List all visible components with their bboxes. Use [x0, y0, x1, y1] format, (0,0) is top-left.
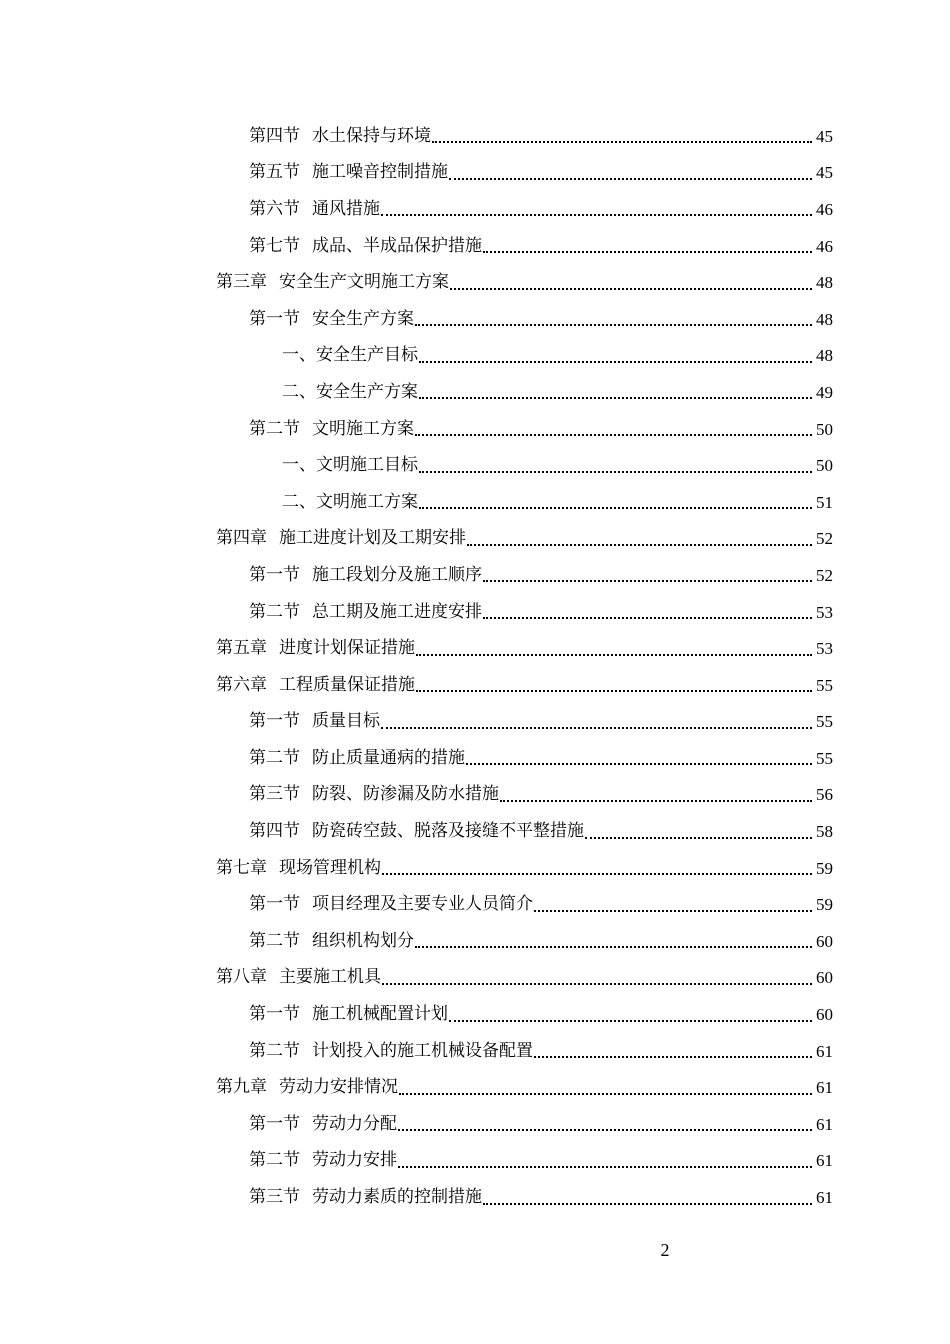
- toc-entry[interactable]: [0, 996, 833, 1033]
- toc-entry[interactable]: [0, 557, 833, 594]
- toc-entry[interactable]: [0, 813, 833, 850]
- toc-entry[interactable]: [0, 301, 833, 338]
- toc-entry-title: 二、文明施工方案: [282, 491, 418, 512]
- toc-entry-page: 60: [816, 931, 833, 951]
- toc-entry[interactable]: [0, 886, 833, 923]
- toc-entry-number: 第四节: [249, 125, 300, 146]
- toc-entry-page: 46: [816, 236, 833, 256]
- toc-entry[interactable]: [0, 704, 833, 741]
- toc-entry-page: 46: [816, 199, 833, 219]
- toc-entry-leader: [416, 634, 812, 656]
- toc-entry-heading: [249, 564, 482, 585]
- toc-entry[interactable]: [0, 1106, 833, 1143]
- toc-entry-heading: [249, 786, 499, 803]
- toc-entry-number: 第七章: [216, 857, 267, 878]
- toc-entry[interactable]: [0, 338, 833, 375]
- toc-entry[interactable]: [0, 411, 833, 448]
- toc-entry-leader: [500, 780, 812, 802]
- toc-entry[interactable]: [0, 1033, 833, 1070]
- toc-entry-leader: [534, 890, 812, 912]
- toc-entry-title: 施工进度计划及工期安排: [279, 528, 466, 549]
- toc-entry-heading: [216, 640, 415, 657]
- toc-entry-page: 61: [816, 1078, 833, 1098]
- toc-entry-leader: [419, 341, 812, 363]
- toc-entry-number: 第八章: [216, 967, 267, 988]
- toc-entry-heading: [216, 857, 381, 878]
- toc-entry-leader: [483, 560, 812, 582]
- toc-entry-heading: [249, 164, 448, 181]
- toc-entry-heading: [249, 235, 482, 256]
- toc-entry-leader: [419, 487, 812, 509]
- toc-entry-number: 第四节: [249, 821, 300, 842]
- toc-entry-leader: [416, 670, 812, 692]
- toc-entry-leader: [381, 194, 812, 216]
- toc-entry-title: 水土保持与环境: [312, 125, 431, 146]
- toc-entry-number: 第一节: [249, 711, 300, 732]
- toc-entry-title: 劳动力素质的控制措施: [312, 1187, 482, 1208]
- toc-entry-leader: [382, 853, 812, 875]
- toc-entry-number: 第六节: [249, 198, 300, 219]
- toc-entry-page: 58: [816, 822, 833, 842]
- toc-entry-page: 45: [816, 126, 833, 146]
- toc-entry[interactable]: [0, 155, 833, 192]
- toc-entry-page: 61: [816, 1188, 833, 1208]
- toc-entry-number: 第三章: [216, 272, 267, 293]
- toc-entry-leader: [483, 231, 812, 253]
- toc-entry[interactable]: [0, 1179, 833, 1216]
- toc-entry-leader: [415, 926, 812, 948]
- toc-entry-heading: [216, 674, 415, 695]
- toc-entry-leader: [449, 158, 812, 180]
- toc-entry-title: 防止质量通病的措施: [312, 747, 465, 768]
- toc-entry-title: 主要施工机具: [279, 967, 381, 988]
- toc-entry-page: 49: [816, 382, 833, 402]
- toc-entry-heading: [216, 1079, 398, 1096]
- toc-entry-heading: [249, 930, 414, 951]
- toc-entry-page: 52: [816, 565, 833, 585]
- toc-entry-page: 61: [816, 1151, 833, 1171]
- toc-entry-leader: [449, 1000, 812, 1022]
- toc-entry-title: 施工机械配置计划: [312, 1004, 448, 1025]
- toc-entry-number: 第二节: [249, 1150, 300, 1171]
- toc-entry-title: 劳动力安排: [312, 1150, 397, 1171]
- toc-entry-page: 59: [816, 858, 833, 878]
- toc-entry-title: 劳动力分配: [312, 1113, 397, 1134]
- toc-entry-leader: [450, 268, 812, 290]
- toc-entry[interactable]: [0, 484, 833, 521]
- toc-entry-title: 二、安全生产方案: [282, 381, 418, 402]
- toc-entry-page: 53: [816, 639, 833, 659]
- toc-entry[interactable]: [0, 447, 833, 484]
- toc-entry-page: 50: [816, 456, 833, 476]
- toc-entry-page: 59: [816, 895, 833, 915]
- toc-entry[interactable]: [0, 1143, 833, 1180]
- toc-entry[interactable]: [0, 777, 833, 814]
- toc-entry[interactable]: [0, 630, 833, 667]
- toc-entry[interactable]: [0, 264, 833, 301]
- toc-entry-heading: [249, 713, 380, 730]
- toc-entry-leader: [415, 414, 812, 436]
- toc-entry-title: 现场管理机构: [279, 857, 381, 878]
- toc-entry[interactable]: [0, 1069, 833, 1106]
- toc-entry-page: 53: [816, 602, 833, 622]
- toc-entry-page: 56: [816, 785, 833, 805]
- toc-entry-leader: [381, 707, 812, 729]
- toc-entry-title: 防瓷砖空鼓、脱落及接缝不平整措施: [312, 821, 584, 842]
- toc-entry-page: 55: [816, 748, 833, 768]
- toc-entry-title: 安全生产方案: [312, 308, 414, 329]
- toc-entry-leader: [399, 1073, 812, 1095]
- toc-entry-leader: [466, 743, 812, 765]
- toc-entry[interactable]: [0, 960, 833, 997]
- toc-entry-number: 第六章: [216, 674, 267, 695]
- toc-entry-number: 第二节: [249, 601, 300, 622]
- toc-entry[interactable]: [0, 118, 833, 155]
- page-number: 2: [660, 1240, 670, 1260]
- toc-entry-title: 组织机构划分: [312, 930, 414, 951]
- toc-entry-number: 第九章: [216, 1077, 267, 1098]
- toc-entry-title: 项目经理及主要专业人员简介: [312, 894, 533, 915]
- toc-entry-leader: [432, 121, 812, 143]
- toc-entry-heading: [282, 457, 418, 474]
- toc-entry-title: 施工噪音控制措施: [312, 162, 448, 183]
- toc-entry-title: 文明施工方案: [312, 418, 414, 439]
- toc-entry[interactable]: [0, 374, 833, 411]
- toc-entry-title: 成品、半成品保护措施: [312, 235, 482, 256]
- toc-entry-number: 第四章: [216, 528, 267, 549]
- toc-entry-leader: [415, 304, 812, 326]
- toc-entry-page: 52: [816, 529, 833, 549]
- toc-entry-heading: [216, 969, 381, 986]
- toc-entry-title: 计划投入的施工机械设备配置: [312, 1040, 533, 1061]
- toc-entry-leader: [585, 817, 812, 839]
- toc-entry-number: 第一节: [249, 564, 300, 585]
- toc-entry[interactable]: [0, 191, 833, 228]
- toc-entry-heading: [249, 747, 465, 768]
- toc-entry-leader: [467, 524, 812, 546]
- toc-entry-page: 61: [816, 1114, 833, 1134]
- toc-entry-title: 总工期及施工进度安排: [312, 601, 482, 622]
- toc-entry-page: 60: [816, 968, 833, 988]
- toc-entry[interactable]: [0, 923, 833, 960]
- toc-entry-page: 55: [816, 675, 833, 695]
- toc-entry-number: 第一节: [249, 1004, 300, 1025]
- toc-entry-number: 第五节: [249, 162, 300, 183]
- toc-entry-title: 安全生产文明施工方案: [279, 272, 449, 293]
- toc-entry-leader: [398, 1109, 812, 1131]
- toc-entry-title: 防裂、防渗漏及防水措施: [312, 784, 499, 805]
- toc-list: [0, 118, 833, 1216]
- toc-entry-heading: [282, 491, 418, 512]
- toc-entry-heading: [249, 198, 380, 219]
- toc-entry-number: 第二节: [249, 930, 300, 951]
- toc-entry-leader: [419, 377, 812, 399]
- toc-entry-number: 第一节: [249, 1113, 300, 1134]
- toc-entry[interactable]: [0, 850, 833, 887]
- toc-entry-heading: [249, 1006, 448, 1023]
- toc-entry-title: 劳动力安排情况: [279, 1077, 398, 1098]
- toc-entry-leader: [483, 1183, 812, 1205]
- toc-entry-heading: [216, 530, 466, 547]
- toc-entry-title: 一、安全生产目标: [282, 345, 418, 366]
- toc-entry-title: 通风措施: [312, 198, 380, 219]
- toc-entry[interactable]: [0, 228, 833, 265]
- toc-entry-title: 进度计划保证措施: [279, 638, 415, 659]
- toc-entry-heading: [282, 381, 418, 402]
- toc-entry-leader: [534, 1036, 812, 1058]
- toc-entry-leader: [483, 597, 812, 619]
- toc-entry-number: 第三节: [249, 784, 300, 805]
- toc-entry-heading: [249, 418, 414, 439]
- toc-entry-number: 第二节: [249, 747, 300, 768]
- toc-entry-number: 第五章: [216, 638, 267, 659]
- toc-entry-heading: [249, 1189, 482, 1206]
- toc-entry-page: 48: [816, 273, 833, 293]
- toc-entry-number: 第一节: [249, 308, 300, 329]
- toc-entry-number: 第二节: [249, 418, 300, 439]
- toc-entry-heading: [249, 896, 533, 913]
- toc-entry-heading: [282, 347, 418, 364]
- toc-entry-page: 45: [816, 163, 833, 183]
- toc-entry-heading: [249, 1113, 397, 1134]
- toc-entry-heading: [216, 274, 449, 291]
- toc-entry-number: 第七节: [249, 235, 300, 256]
- toc-entry-page: 61: [816, 1041, 833, 1061]
- toc-entry[interactable]: [0, 740, 833, 777]
- toc-entry[interactable]: [0, 521, 833, 558]
- toc-entry-page: 51: [816, 492, 833, 512]
- toc-entry-page: 48: [816, 309, 833, 329]
- toc-entry-page: 55: [816, 712, 833, 732]
- toc-entry-heading: [249, 601, 482, 622]
- toc-entry-title: 质量目标: [312, 711, 380, 732]
- toc-entry-number: 第三节: [249, 1187, 300, 1208]
- toc-entry[interactable]: [0, 667, 833, 704]
- toc-entry-leader: [398, 1146, 812, 1168]
- toc-entry-number: 第一节: [249, 894, 300, 915]
- toc-entry-page: 60: [816, 1005, 833, 1025]
- toc-entry-leader: [382, 963, 812, 985]
- toc-entry-number: 第二节: [249, 1040, 300, 1061]
- toc-entry-heading: [249, 1152, 397, 1169]
- toc-entry-title: 工程质量保证措施: [279, 674, 415, 695]
- toc-entry-heading: [249, 125, 431, 146]
- toc-entry-heading: [249, 1040, 533, 1061]
- toc-entry-page: 50: [816, 419, 833, 439]
- toc-entry-leader: [419, 451, 812, 473]
- toc-entry-title: 一、文明施工目标: [282, 455, 418, 476]
- toc-entry-title: 施工段划分及施工顺序: [312, 564, 482, 585]
- toc-entry[interactable]: [0, 594, 833, 631]
- toc-entry-heading: [249, 308, 414, 329]
- toc-entry-heading: [249, 823, 584, 840]
- toc-entry-page: 48: [816, 346, 833, 366]
